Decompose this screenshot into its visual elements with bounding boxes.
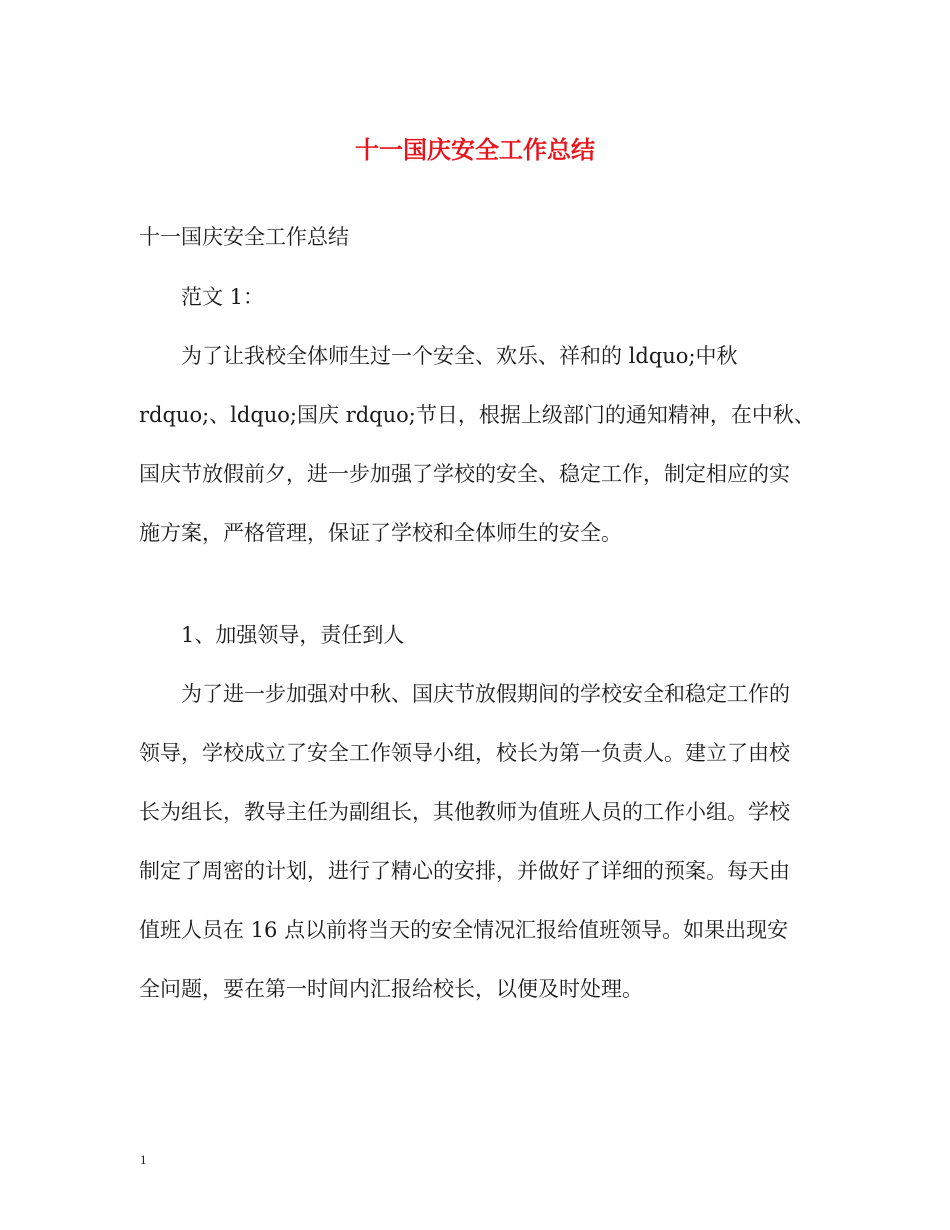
page-title: 十一国庆安全工作总结: [355, 135, 595, 164]
section-heading: 1、加强领导，责任到人: [181, 623, 405, 647]
body-line: rdquo;、ldquo;国庆 rdquo;节日，根据上级部门的通知精神，在中秋、: [139, 403, 815, 427]
body-line: 国庆节放假前夕，进一步加强了学校的安全、稳定工作，制定相应的实: [139, 462, 790, 486]
body-line: 全问题，要在第一时间内汇报给校长，以便及时处理。: [139, 977, 643, 1001]
document-heading: 十一国庆安全工作总结: [139, 225, 349, 249]
page-number: 1: [140, 1152, 147, 1167]
body-line-sample-label: 范文 1：: [181, 285, 265, 309]
body-line: 领导，学校成立了安全工作领导小组，校长为第一负责人。建立了由校: [139, 741, 790, 765]
body-line: 为了进一步加强对中秋、国庆节放假期间的学校安全和稳定工作的: [181, 682, 790, 706]
body-line: 长为组长，教导主任为副组长，其他教师为值班人员的工作小组。学校: [139, 800, 790, 824]
body-line: 值班人员在 16 点以前将当天的安全情况汇报给值班领导。如果出现安: [139, 918, 789, 942]
body-line: 为了让我校全体师生过一个安全、欢乐、祥和的 ldquo;中秋: [181, 344, 738, 368]
body-line: 施方案，严格管理，保证了学校和全体师生的安全。: [139, 521, 622, 545]
body-line: 制定了周密的计划，进行了精心的安排，并做好了详细的预案。每天由: [139, 859, 790, 883]
